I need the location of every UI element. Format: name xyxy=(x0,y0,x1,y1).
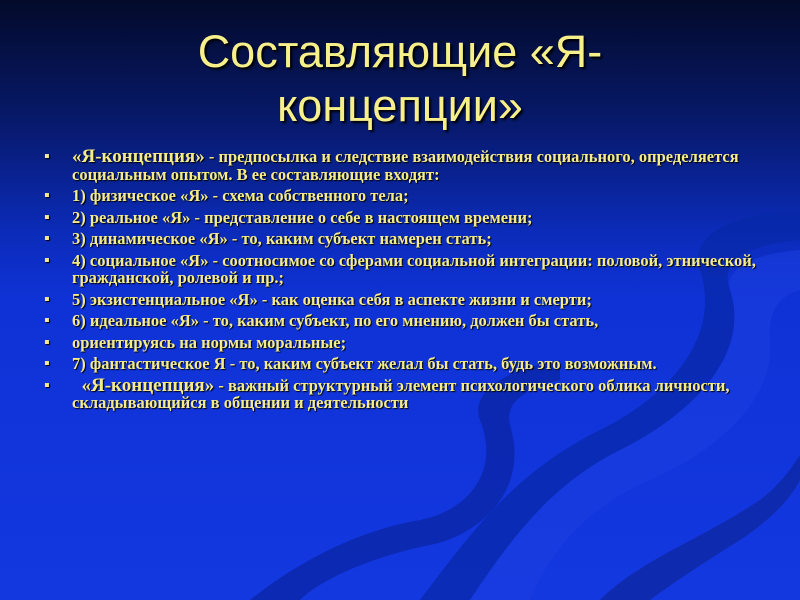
bullet-icon: ▪ xyxy=(44,230,50,247)
item-text: 6) идеальное «Я» - то, каким субъект, по его мнению, должен бы стать, xyxy=(72,311,599,330)
bullet-icon: ▪ xyxy=(44,376,50,394)
list-item xyxy=(44,312,764,330)
list-item xyxy=(44,291,764,309)
list-item xyxy=(44,374,764,412)
item-text: 1) физическое «Я» - схема собственного тела; xyxy=(72,186,409,205)
bullet-icon: ▪ xyxy=(44,148,50,165)
item-text: 4) социальное «Я» - соотносимое со сферами социальной интеграции: половой, этнической, гражданской, ролевой и пр.; xyxy=(72,250,756,287)
item-text: - важный структурный элемент психологического облика личности, складывающийся в общении и деятельности xyxy=(72,375,730,412)
item-lead: «Я-концепция» xyxy=(72,374,215,396)
item-text: 7) фантастическое Я - то, каким субъект желал бы стать, будь это возможным. xyxy=(72,354,657,373)
list-item xyxy=(44,230,764,248)
bullet-icon: ▪ xyxy=(44,312,50,329)
bullet-icon: ▪ xyxy=(44,251,50,269)
slide-title-line1: Составляющие «Я- xyxy=(197,26,603,77)
list-item xyxy=(44,334,764,352)
list-item xyxy=(44,252,764,287)
item-text: - предпосылка и следствие взаимодействия социального, определяется социальным опытом. В ее составляющие входят: xyxy=(72,147,739,184)
slide-title-line2: концепции» xyxy=(277,80,523,131)
item-lead: «Я-концепция» xyxy=(72,146,205,167)
bullet-icon: ▪ xyxy=(44,208,50,226)
item-text: ориентируясь на нормы моральные; xyxy=(72,332,347,352)
list-item xyxy=(44,209,764,227)
item-text: 3) динамическое «Я» - то, каким субъект намерен стать; xyxy=(72,229,492,248)
bullet-icon: ▪ xyxy=(44,333,50,351)
bullet-icon: ▪ xyxy=(44,290,50,308)
list-item xyxy=(44,355,764,373)
item-text: 5) экзистенциальное «Я» - как оценка себя в аспекте жизни и смерти; xyxy=(72,289,592,309)
list-item xyxy=(44,187,764,205)
list-item xyxy=(44,148,764,183)
bullet-icon: ▪ xyxy=(44,187,50,204)
item-text: 2) реальное «Я» - представление о себе в настоящем времени; xyxy=(72,207,533,227)
bullet-list xyxy=(44,148,764,416)
bullet-icon: ▪ xyxy=(44,355,50,372)
